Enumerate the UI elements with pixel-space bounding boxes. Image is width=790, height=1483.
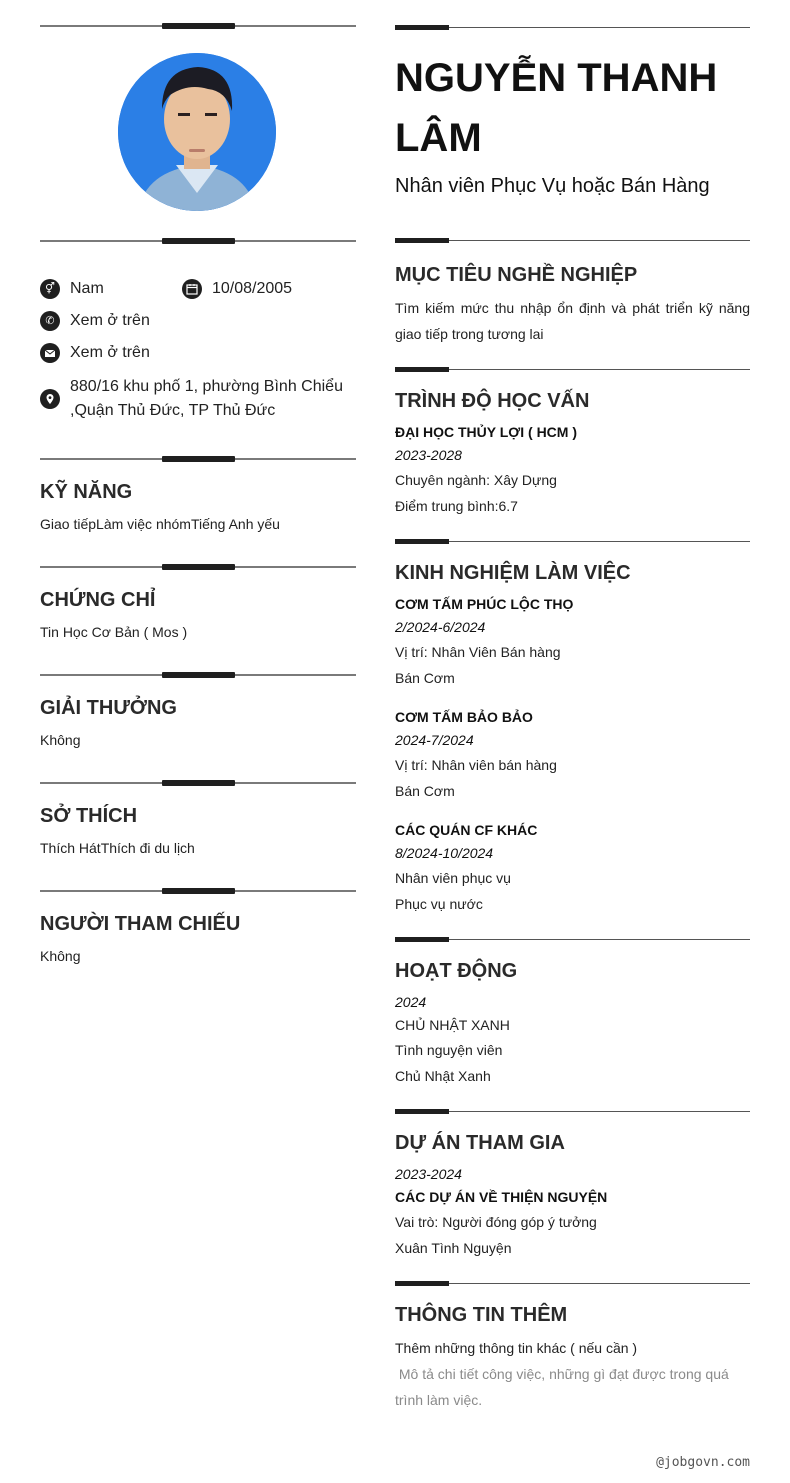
watermark: @jobgovn.com	[656, 1455, 750, 1470]
projects-desc: Xuân Tình Nguyện	[395, 1240, 512, 1256]
divider	[40, 563, 356, 571]
gender-text: Nam	[70, 280, 104, 297]
additional-line1: Thêm những thông tin khác ( nếu cần )	[395, 1340, 638, 1356]
divider	[395, 1109, 750, 1115]
objective-title: MỤC TIÊU NGHỀ NGHIỆP	[395, 264, 638, 286]
activities-role: Tình nguyện viên	[395, 1042, 503, 1058]
phone-icon: ✆	[40, 311, 60, 331]
hobbies-title: SỞ THÍCH	[40, 805, 138, 827]
projects-role: Vai trò: Người đóng góp ý tưởng	[395, 1214, 597, 1230]
job-line: Nhân viên phục vụ	[395, 870, 511, 886]
desired-position: Nhân viên Phục Vụ hoặc Bán Hàng	[395, 175, 710, 197]
divider	[395, 367, 750, 373]
divider	[40, 671, 356, 679]
job-line: Vị trí: Nhân Viên Bán hàng	[395, 644, 561, 660]
skills-title: KỸ NĂNG	[40, 481, 133, 503]
references-title: NGƯỜI THAM CHIẾU	[40, 913, 241, 935]
references-text: Không	[40, 948, 81, 964]
awards-text: Không	[40, 732, 81, 748]
location-icon	[40, 389, 60, 409]
email-row	[40, 343, 150, 363]
calendar-icon	[182, 279, 202, 299]
phone-text: Xem ở trên	[70, 312, 150, 329]
additional-title: THÔNG TIN THÊM	[395, 1304, 568, 1326]
divider	[395, 25, 750, 31]
activities-year: 2024	[395, 994, 427, 1010]
job-company: CƠM TẤM BẢO BẢO	[395, 709, 533, 725]
job-period: 2/2024-6/2024	[395, 619, 486, 635]
activities-title: HOẠT ĐỘNG	[395, 960, 518, 982]
dob-row	[182, 279, 292, 299]
divider	[395, 539, 750, 545]
divider	[395, 1281, 750, 1287]
skills-text: Giao tiếpLàm việc nhómTiếng Anh yếu	[40, 516, 280, 532]
projects-name: CÁC DỰ ÁN VỀ THIỆN NGUYỆN	[395, 1189, 608, 1205]
gender-row	[40, 279, 104, 299]
hobbies-text: Thích HátThích đi du lịch	[40, 840, 195, 856]
job-line: Bán Cơm	[395, 783, 455, 799]
education-gpa: Điểm trung bình:6.7	[395, 498, 518, 514]
education-school: ĐẠI HỌC THỦY LỢI ( HCM )	[395, 424, 578, 440]
experience-title: KINH NGHIỆM LÀM VIỆC	[395, 562, 631, 584]
education-major: Chuyên ngành: Xây Dựng	[395, 472, 557, 488]
divider	[40, 22, 356, 30]
divider	[40, 455, 356, 463]
education-period: 2023-2028	[395, 447, 462, 463]
mail-icon	[40, 343, 60, 363]
certificates-text: Tin Học Cơ Bản ( Mos )	[40, 624, 188, 640]
candidate-name: NGUYỄN THANH LÂM	[395, 56, 718, 160]
education-title: TRÌNH ĐỘ HỌC VẤN	[395, 390, 590, 412]
job-company: CƠM TẤM PHÚC LỘC THỌ	[395, 596, 574, 612]
avatar	[118, 53, 276, 211]
portrait-photo	[118, 53, 276, 211]
gender-icon: ⚥	[40, 279, 60, 299]
job-line: Bán Cơm	[395, 670, 455, 686]
email-text: Xem ở trên	[70, 344, 150, 361]
job-line: Vị trí: Nhân viên bán hàng	[395, 757, 557, 773]
address-line-2: ,Quận Thủ Đức, TP Thủ Đức	[70, 402, 276, 419]
job-company: CÁC QUÁN CF KHÁC	[395, 822, 538, 838]
awards-title: GIẢI THƯỞNG	[40, 697, 177, 719]
address-row	[40, 375, 343, 423]
divider	[40, 237, 356, 245]
projects-title: DỰ ÁN THAM GIA	[395, 1132, 565, 1154]
job-period: 2024-7/2024	[395, 732, 474, 748]
activities-desc: Chủ Nhật Xanh	[395, 1068, 491, 1084]
job-line: Phục vụ nước	[395, 896, 483, 912]
job-period: 8/2024-10/2024	[395, 845, 494, 861]
phone-row	[40, 311, 150, 331]
objective-text: Tìm kiếm mức thu nhập ổn định và phát triển kỹ năng giao tiếp trong tương lai	[395, 300, 750, 342]
projects-period: 2023-2024	[395, 1166, 462, 1182]
activities-name: CHỦ NHẬT XANH	[395, 1017, 510, 1033]
address-line-1: 880/16 khu phố 1, phường Bình Chiểu	[70, 378, 343, 395]
divider	[40, 887, 356, 895]
divider	[40, 779, 356, 787]
dob-text: 10/08/2005	[212, 280, 293, 297]
divider	[395, 238, 750, 244]
divider	[395, 937, 750, 943]
certificates-title: CHỨNG CHỈ	[40, 589, 156, 611]
additional-line2: Mô tả chi tiết công việc, những gì đạt được trong quá trình làm việc.	[395, 1366, 733, 1408]
